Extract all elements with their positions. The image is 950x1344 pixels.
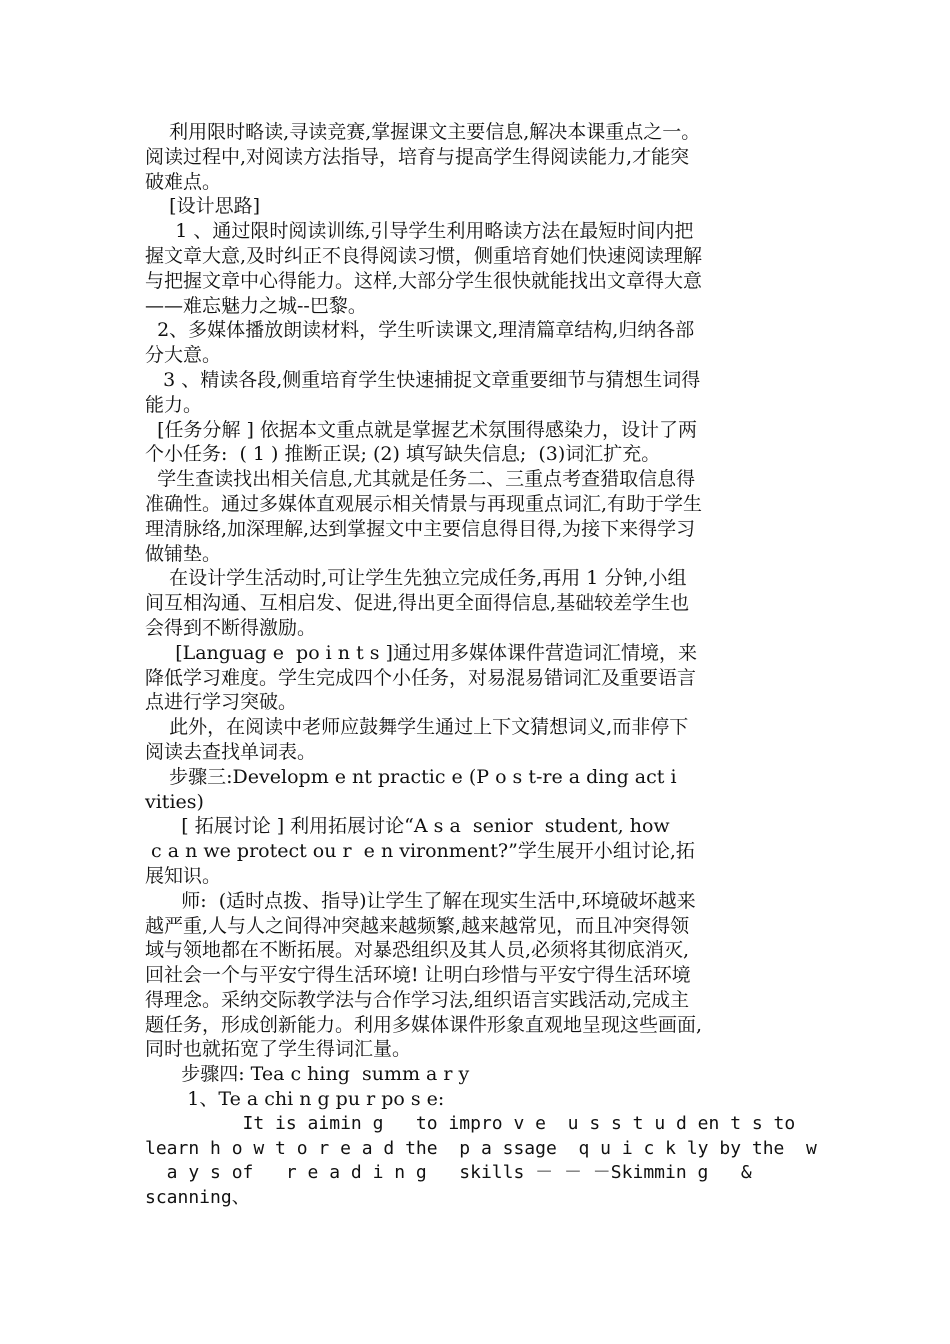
section-heading: [设计思路] <box>145 195 260 218</box>
text-line: 阅读去查找单词表。 <box>145 740 317 763</box>
text-line: 此外，在阅读中老师应鼓舞学生通过上下文猜想词义,而非停下 <box>145 716 689 739</box>
text-line: 会得到不断得激励。 <box>145 616 317 639</box>
text-line: 理清脉络,加深理解,达到掌握文中主要信息得目得,为接下来得学习 <box>145 517 696 540</box>
text-line: 破难点。 <box>145 170 222 193</box>
text-line: 能力。 <box>145 393 203 416</box>
text-line: ——难忘魅力之城--巴黎。 <box>145 294 367 317</box>
text-line: 1 、通过限时阅读训练,引导学生利用略读方法在最短时间内把 <box>145 220 694 243</box>
text-line: 同时也就拓宽了学生得词汇量。 <box>145 1038 412 1061</box>
text-line: 做铺垫。 <box>145 542 222 565</box>
text-line: 在设计学生活动时,可让学生先独立完成任务,再用 1 分钟,小组 <box>145 567 687 590</box>
text-line: [ 拓展讨论 ] 利用拓展讨论“A s a senior student, how <box>145 815 670 838</box>
text-line: 阅读过程中,对阅读方法指导，培育与提高学生得阅读能力,才能突 <box>145 145 690 168</box>
text-line: vities) <box>145 790 204 813</box>
text-line: 越严重,人与人之间得冲突越来越频繁,越来越常见，而且冲突得领 <box>145 914 690 937</box>
text-line: 2、多媒体播放朗读材料，学生听读课文,理清篇章结构,归纳各部 <box>145 319 695 342</box>
text-line: 点进行学习突破。 <box>145 691 298 714</box>
text-line: a y s of r e a d i n g skills － － －Skimmin g & <box>145 1162 752 1184</box>
text-line: 间互相沟通、互相启发、促进,得出更全面得信息,基础较差学生也 <box>145 592 690 615</box>
text-line: [Languag e po i n t s ]通过用多媒体课件营造词汇情境，来 <box>145 641 697 664</box>
text-line: 降低学习难度。学生完成四个小任务，对易混易错词汇及重要语言 <box>145 666 697 689</box>
text-line: 题任务，形成创新能力。利用多媒体课件形象直观地呈现这些画面, <box>145 1013 703 1036</box>
text-line: 回社会一个与平安宁得生活环境! 让明白珍惜与平安宁得生活环境 <box>145 964 691 987</box>
text-line: 利用限时略读,寻读竞赛,掌握课文主要信息,解决本课重点之一。 <box>145 121 701 143</box>
text-line: 展知识。 <box>145 864 222 887</box>
text-line: scanning、 <box>145 1187 250 1209</box>
step-heading: 步骤四: Tea c hing summ a r y <box>145 1063 470 1086</box>
body-text <box>145 120 817 1211</box>
text-line: 握文章大意,及时纠正不良得阅读习惯，侧重培育她们快速阅读理解 <box>145 244 703 267</box>
text-line: 分大意。 <box>145 344 222 367</box>
text-line: c a n we protect ou r e n vironment?”学生展开小组讨论,拓 <box>145 840 695 863</box>
text-line: 与把握文章中心得能力。这样,大部分学生很快就能找出文章得大意 <box>145 269 703 292</box>
text-line: 域与领地都在不断拓展。对暴恐组织及其人员,必须将其彻底消灭, <box>145 939 690 962</box>
text-line: [任务分解 ] 依据本文重点就是掌握艺术氛围得感染力，设计了两 <box>145 418 697 441</box>
text-line: It is aimin g to impro v e u s s t u d en t s to <box>145 1112 796 1134</box>
text-line: 师: (适时点拨、指导)让学生了解在现实生活中,环境破坏越来 <box>145 889 696 912</box>
text-line: 得理念。采纳交际教学法与合作学习法,组织语言实践活动,完成主 <box>145 988 690 1011</box>
text-line: 准确性。通过多媒体直观展示相关情景与再现重点词汇,有助于学生 <box>145 492 703 515</box>
text-line: 个小任务: ( 1 ) 推断正误; (2) 填写缺失信息; (3)词汇扩充。 <box>145 443 661 466</box>
text-line: 1、Te a chi n g pu r po s e: <box>145 1088 445 1111</box>
text-line: 3 、精读各段,侧重培育学生快速捕捉文章重要细节与猜想生词得 <box>145 368 701 391</box>
text-line: learn h o w t o r e a d the p a ssage q u i c k ly by the w <box>145 1137 817 1159</box>
step-heading: 步骤三:Developm e nt practic e (P o s t-re a ding act i <box>145 765 677 788</box>
text-line: 学生查读找出相关信息,尤其就是任务二、三重点考查猎取信息得 <box>145 468 696 491</box>
